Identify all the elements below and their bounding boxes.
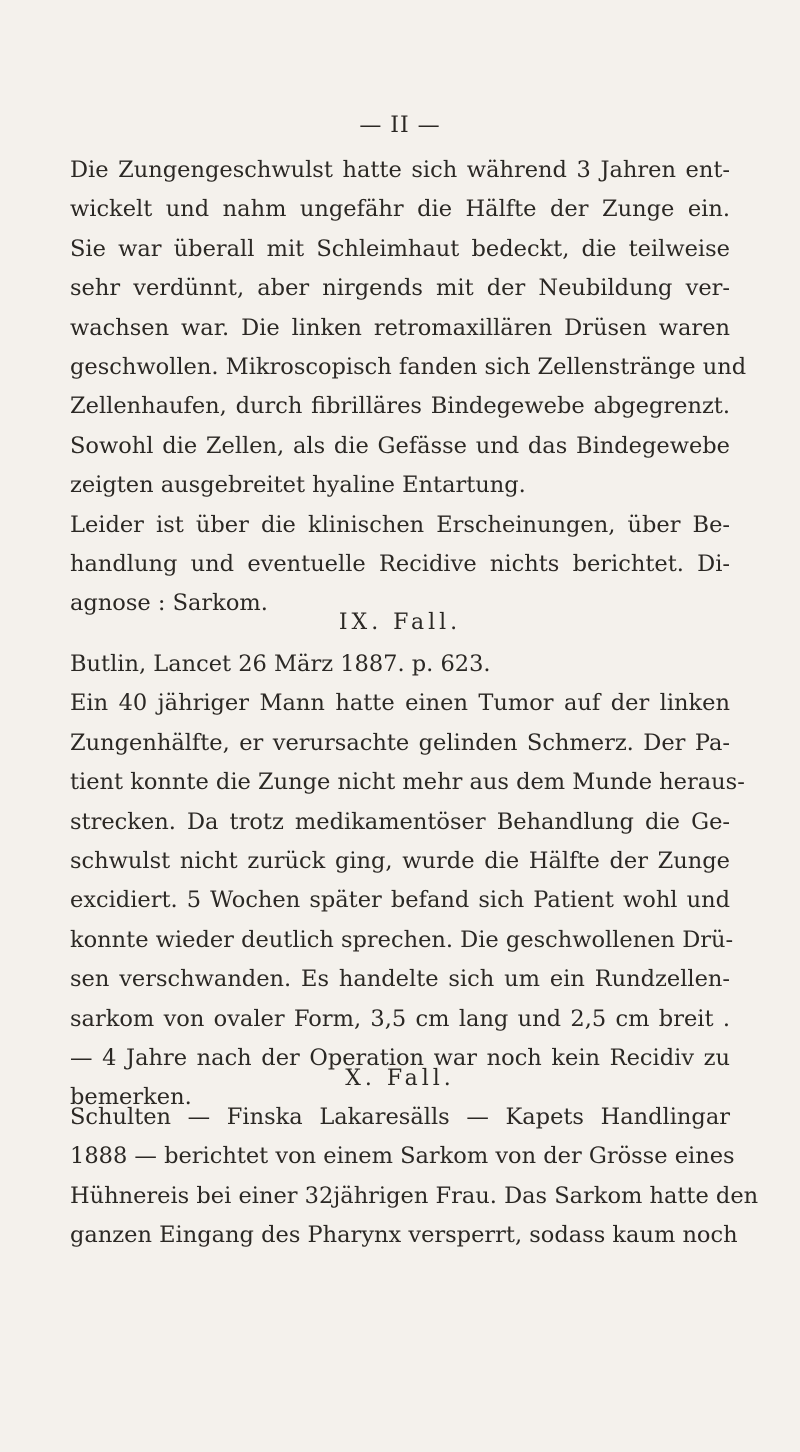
text-line: Sie war überall mit Schleimhaut bedeckt, die teilweise (70, 235, 730, 262)
paragraph-case-ix (70, 645, 745, 1118)
text-line: wickelt und nahm ungefähr die Hälfte der Zunge ein. (70, 196, 730, 223)
section-heading-ix: IX. Fall. (338, 610, 462, 635)
text-line: Schulten — Finska Lakaresälls — Kapets Handlingar (70, 1104, 730, 1130)
section-heading-x: X. Fall. (345, 1066, 455, 1091)
text-line: Ein 40 jähriger Mann hatte einen Tumor auf der linken (70, 690, 730, 717)
text-line: Zellenhaufen, durch fibrilläres Bindegewebe abgegrenzt. (70, 393, 730, 420)
text-line: 1888 — berichtet von einem Sarkom von der Grösse eines (70, 1143, 735, 1170)
paragraph-case-x (70, 1098, 759, 1256)
text-line: Butlin, Lancet 26 März 1887. p. 623. (70, 651, 491, 677)
text-line: Zungenhälfte, er verursachte gelinden Schmerz. Der Pa- (70, 729, 730, 756)
text-line: schwulst nicht zurück ging, wurde die Hälfte der Zunge (70, 847, 730, 874)
text-line: Hühnereis bei einer 32jährigen Frau. Das Sarkom hatte den (70, 1182, 759, 1209)
text-line: Leider ist über die klinischen Erscheinungen, über Be- (70, 511, 730, 538)
text-line: strecken. Da trotz medikamentöser Behandlung die Ge- (70, 808, 730, 835)
paragraph-case-viii (70, 151, 747, 624)
text-line: ganzen Eingang des Pharynx versperrt, sodass kaum noch (70, 1222, 738, 1249)
text-line: tient konnte die Zunge nicht mehr aus dem Munde heraus- (70, 769, 745, 796)
text-line: handlung und eventuelle Recidive nichts berichtet. Di- (70, 550, 730, 577)
text-line: Die Zungengeschwulst hatte sich während 3 Jahren ent- (70, 157, 730, 183)
text-line: sehr verdünnt, aber nirgends mit der Neubildung ver- (70, 275, 730, 302)
text-line: agnose : Sarkom. (70, 590, 268, 617)
text-line: wachsen war. Die linken retromaxillären Drüsen waren (70, 314, 730, 341)
text-line: sarkom von ovaler Form, 3,5 cm lang und 2,5 cm breit . (70, 1005, 730, 1032)
text-line: bemerken. (70, 1084, 192, 1111)
page-number: — II — (359, 113, 441, 138)
text-line: zeigten ausgebreitet hyaline Entartung. (70, 472, 526, 499)
text-line: geschwollen. Mikroscopisch fanden sich Zellenstränge und (70, 353, 747, 380)
text-line: — 4 Jahre nach der Operation war noch kein Recidiv zu (70, 1044, 730, 1071)
text-line: excidiert. 5 Wochen später befand sich Patient wohl und (70, 887, 730, 914)
text-line: Sowohl die Zellen, als die Gefässe und das Bindegewebe (70, 432, 730, 459)
text-line: konnte wieder deutlich sprechen. Die geschwollenen Drü- (70, 926, 734, 953)
text-line: sen verschwanden. Es handelte sich um ein Rundzellen- (70, 966, 730, 993)
